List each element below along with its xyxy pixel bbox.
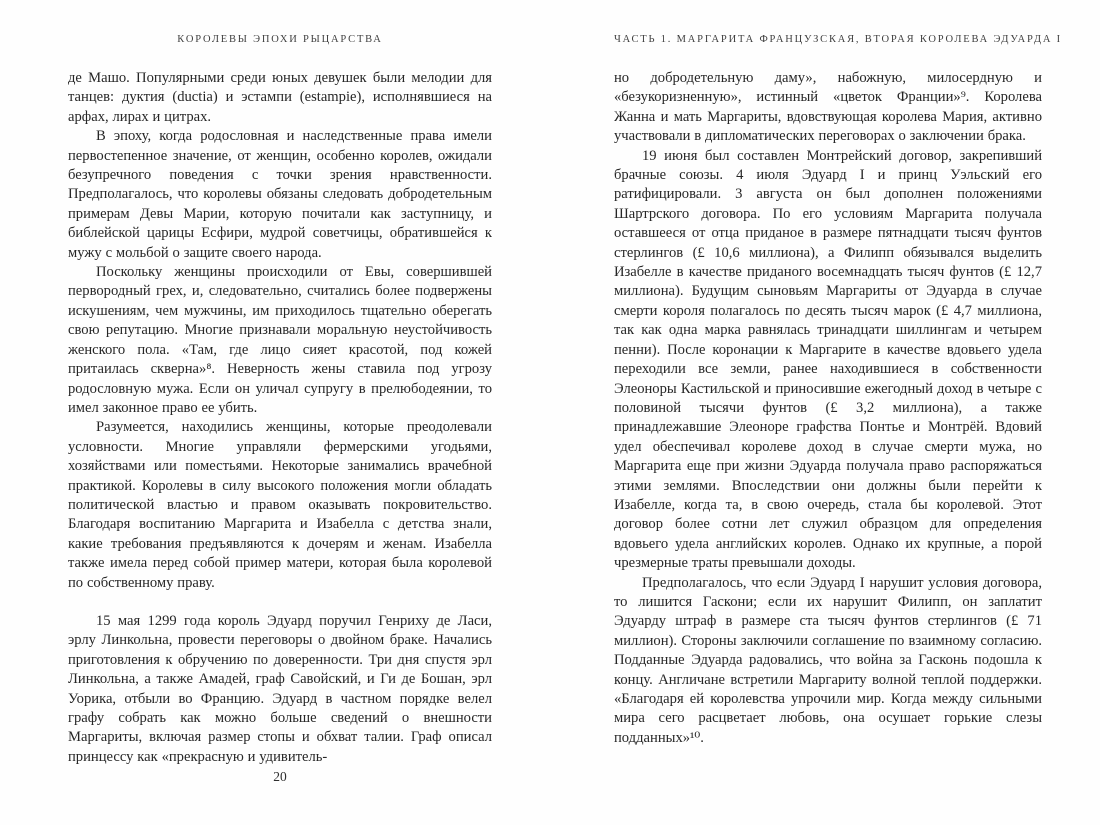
paragraph: 19 июня был составлен Монтрейский договор, закрепивший брачные союзы. 4 июля Эдуард I и принц Уэльский его ратифицировали. 3 августа он был дополнен положениями Шартрского договора. По его условиям Маргарита получала оставшееся от отца приданое в размере пятнадцати тысяч фунтов стерлингов (£ 10,6 миллиона), а Филипп обязывался выделить Изабелле в качестве приданого восемнадцать тысяч фунтов (£ 12,7 миллиона). Будущим сыновьям Маргариты от Эдуарда в случае смерти короля полагалось по десять тысяч марок (£ 4,7 миллиона, так как одна марка равнялась тринадцати шиллингам и четырем пенни). После коронации к Маргарите в качестве вдовьего удела переходили все земли, ранее находившиеся в собственности Элеоноры Кастильской и приносившие ежегодный доход в четыре с половиной тысячи фунтов (£ 3,2 миллиона), а также принадлежавшие Элеоноре графства Понтье и Монтрёй. Вдовий удел обеспечивал королеве доход в случае смерти мужа, но Маргарита еще при жизни Эдуарда получала право распоряжаться этими землями. Впоследствии они должны были перейти к Изабелле, когда та, в свою очередь, стала бы королевой. Этот договор более сотни лет служил образцом для определения вдовьего удела английских королев. Однако их крупные, а порой чрезмерные траты превышали доходы. <box>614 147 1042 572</box>
left-page-content <box>68 34 492 767</box>
left-running-head: КОРОЛЕВЫ ЭПОХИ РЫЦАРСТВА <box>177 34 383 45</box>
paragraph: Разумеется, находились женщины, которые преодолевали условности. Многие управляли фермерскими угодьями, хозяйствами или поместьями. Некоторые занимались врачебной практикой. Королевы в силу высокого положения могли обладать политической властью и правом оказывать покровительство. Благодаря воспитанию Маргарита и Изабелла с детства знали, какие требования предъявляются к дочерям и женам. Изабелла также имела перед собой пример матери, которая была королевой по собственному праву. <box>68 419 492 591</box>
paragraph: 15 мая 1299 года король Эдуард поручил Генриху де Ласи, эрлу Линкольна, провести переговоры о двойном браке. Начались приготовления к обручению по доверенности. Три дня спустя эрл Линкольна, а также Амадей, граф Савойский, и Ги де Бошан, эрл Уорика, отбыли во Францию. Эдуард в частном порядке велел графу собрать как можно больше сведений о внешности Маргариты, включая размер стопы и обхват талии. Граф описал принцессу как «прекрасную и удивитель- <box>68 612 492 765</box>
paragraph: В эпоху, когда родословная и наследственные права имели первостепенное значение, от женщин, особенно королев, ожидали безупречного поведения с точки зрения нравственности. Предполагалось, что королевы обязаны следовать добродетельным примерам Девы Марии, которую почитали как заступницу, и библейской царицы Есфири, мудрой советчицы, обратившейся к мужу с мольбой о защите своего народа. <box>68 128 492 261</box>
right-page <box>550 0 1100 825</box>
right-page-content <box>614 34 1062 748</box>
paragraph: Предполагалось, что если Эдуард I нарушит условия договора, то лишится Гаскони; если их нарушит Филипп, он заплатит Эдуарду штраф в размере ста тысяч фунтов стерлингов (£ 71 миллион). Стороны заключили соглашение по взаимному согласию. Подданные Эдуарда радовались, что война за Гасконь подошла к концу. Англичане встретили Маргариту волной теплой поддержки. «Благодаря ей королевства упрочили мир. Когда между сильными мира сего расцветает любовь, она осушает горькие слезы подданных»¹⁰. <box>614 574 1042 746</box>
left-page-number: 20 <box>273 769 287 784</box>
paragraph: де Машо. Популярными среди юных девушек были мелодии для танцев: дуктия (ductia) и эстампи (estampie), исполнявшиеся на арфах, лирах и цитрах. <box>68 70 492 125</box>
paragraph: но добродетельную даму», набожную, милосердную и «безукоризненную», истинный «цветок Франции»⁹. Королева Жанна и мать Маргариты, вдовствующая королева Мария, активно участвовали в дипломатических переговорах о заключении брака. <box>614 70 1042 145</box>
left-body-text <box>68 69 492 767</box>
right-running-head: ЧАСТЬ 1. МАРГАРИТА ФРАНЦУЗСКАЯ, ВТОРАЯ КОРОЛЕВА ЭДУАРДА I <box>614 34 1062 45</box>
right-body-text <box>614 69 1042 748</box>
paragraph: Поскольку женщины происходили от Евы, совершившей первородный грех, и, следовательно, считались более подвержены искушениям, чем мужчины, им приходилось тщательно оберегать свою репутацию. Многие признавали моральную неустойчивость женского пола. «Там, где лицо сияет красотой, под кожей притаилась скверна»⁸. Неверность жены ставила под угрозу родословную мужа. Если он уличал супругу в прелюбодеянии, то имел законное право ее убить. <box>68 264 492 416</box>
